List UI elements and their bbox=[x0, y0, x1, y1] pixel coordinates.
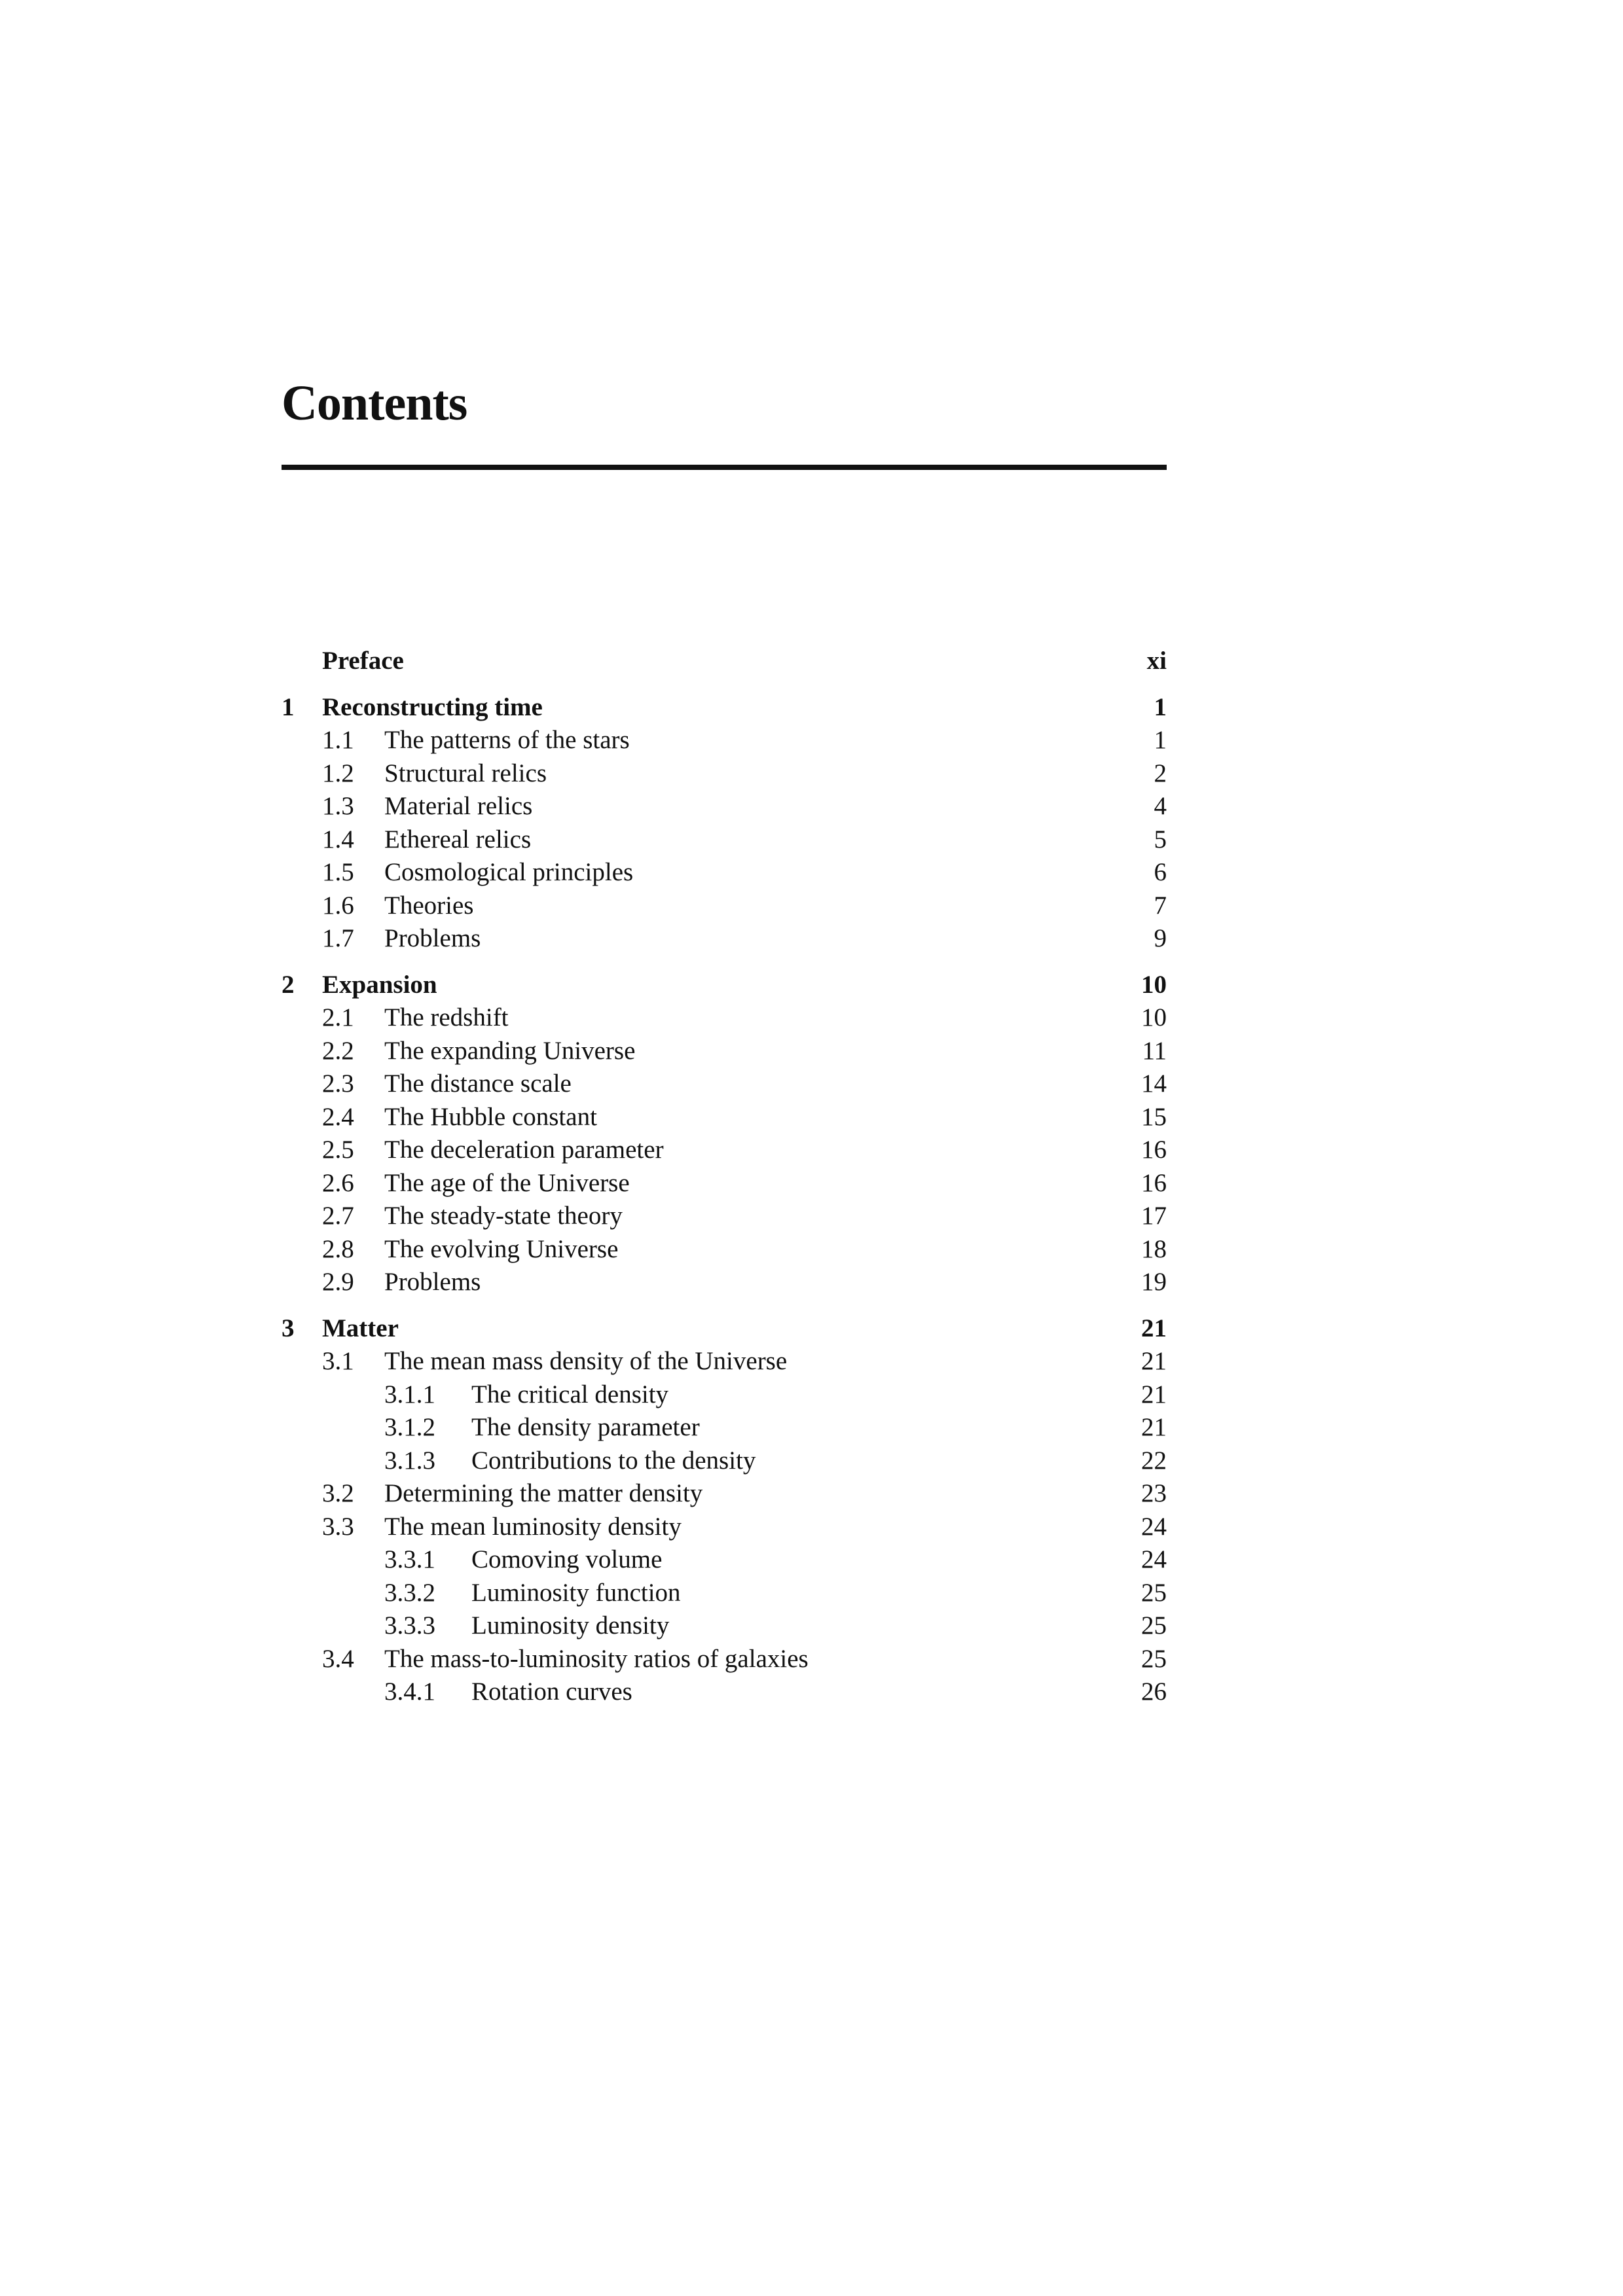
toc-entry-page: 1 bbox=[1154, 692, 1167, 721]
toc-entry-chapter[interactable] bbox=[282, 645, 1167, 678]
toc-entry-section[interactable] bbox=[282, 790, 1167, 823]
toc-entry-number: 3.4 bbox=[322, 1644, 354, 1673]
toc-entry-section[interactable] bbox=[282, 856, 1167, 889]
toc-entry-number: 2.9 bbox=[322, 1268, 354, 1296]
toc-entry-number: 3.4.1 bbox=[384, 1677, 435, 1706]
toc-entry-number: 1.3 bbox=[322, 792, 354, 820]
toc-entry-number: 2.2 bbox=[322, 1036, 354, 1065]
toc-entry-section[interactable] bbox=[282, 1266, 1167, 1299]
toc-entry-page: 7 bbox=[1154, 891, 1167, 920]
toc-entry-number: 2.7 bbox=[322, 1202, 354, 1230]
toc-entry-subsection[interactable] bbox=[282, 1378, 1167, 1412]
toc-entry-title: Luminosity density bbox=[471, 1611, 670, 1640]
toc-entry-page: 15 bbox=[1141, 1102, 1167, 1131]
toc-entry-number: 2.8 bbox=[322, 1234, 354, 1263]
toc-entry-number: 3.1 bbox=[322, 1347, 354, 1375]
toc-entry-page: 26 bbox=[1141, 1677, 1167, 1706]
toc-entry-page: 9 bbox=[1154, 924, 1167, 952]
toc-entry-section[interactable] bbox=[282, 757, 1167, 791]
toc-entry-title: The deceleration parameter bbox=[384, 1136, 664, 1164]
page-title: Contents bbox=[282, 376, 467, 431]
toc-entry-page: 24 bbox=[1141, 1545, 1167, 1573]
toc-entry-page: 24 bbox=[1141, 1512, 1167, 1541]
toc-entry-page: 25 bbox=[1141, 1578, 1167, 1607]
toc-entry-section[interactable] bbox=[282, 1167, 1167, 1200]
toc-entry-section[interactable] bbox=[282, 1511, 1167, 1544]
toc-entry-title: Structural relics bbox=[384, 759, 547, 787]
toc-entry-page: 14 bbox=[1141, 1069, 1167, 1098]
toc-entry-title: Luminosity function bbox=[471, 1578, 681, 1607]
toc-entry-page: 2 bbox=[1154, 759, 1167, 787]
toc-entry-title: Problems bbox=[384, 1268, 481, 1296]
toc-entry-page: 10 bbox=[1141, 1003, 1167, 1031]
toc-entry-title: The mean mass density of the Universe bbox=[384, 1347, 788, 1375]
toc-entry-number: 3.3 bbox=[322, 1512, 354, 1541]
toc-entry-subsection[interactable] bbox=[282, 1411, 1167, 1444]
toc-entry-number: 2.1 bbox=[322, 1003, 354, 1031]
toc-entry-page: 16 bbox=[1141, 1168, 1167, 1197]
toc-entry-title: Theories bbox=[384, 891, 474, 920]
toc-entry-number: 2.3 bbox=[322, 1069, 354, 1098]
title-rule bbox=[282, 465, 1167, 470]
toc-entry-number: 2.5 bbox=[322, 1136, 354, 1164]
toc-entry-section[interactable] bbox=[282, 1233, 1167, 1266]
toc-entry-number: 2 bbox=[282, 970, 295, 999]
toc-entry-title: Rotation curves bbox=[471, 1677, 632, 1706]
toc-entry-title: The mean luminosity density bbox=[384, 1512, 682, 1541]
toc-entry-title: Material relics bbox=[384, 792, 533, 820]
toc-entry-number: 3.3.2 bbox=[384, 1578, 435, 1607]
toc-entry-title: The age of the Universe bbox=[384, 1168, 630, 1197]
toc-entry-number: 1.7 bbox=[322, 924, 354, 952]
toc-entry-number: 1.5 bbox=[322, 858, 354, 886]
toc-entry-subsection[interactable] bbox=[282, 1577, 1167, 1610]
toc-entry-page: 25 bbox=[1141, 1611, 1167, 1640]
toc-entry-number: 1 bbox=[282, 692, 295, 721]
toc-entry-title: The Hubble constant bbox=[384, 1102, 597, 1131]
toc-entry-page: 21 bbox=[1141, 1413, 1167, 1441]
toc-entry-page: 23 bbox=[1141, 1479, 1167, 1507]
toc-entry-section[interactable] bbox=[282, 1035, 1167, 1068]
toc-entry-number: 3.3.3 bbox=[384, 1611, 435, 1640]
table-of-contents bbox=[282, 645, 1167, 1709]
toc-entry-page: 17 bbox=[1141, 1202, 1167, 1230]
toc-entry-page: 10 bbox=[1141, 970, 1167, 999]
toc-entry-title: The expanding Universe bbox=[384, 1036, 636, 1065]
toc-entry-number: 3.3.1 bbox=[384, 1545, 435, 1573]
toc-entry-number: 2.6 bbox=[322, 1168, 354, 1197]
toc-entry-subsection[interactable] bbox=[282, 1543, 1167, 1577]
toc-entry-title: Preface bbox=[322, 647, 404, 675]
toc-entry-title: The critical density bbox=[471, 1380, 669, 1408]
toc-entry-number: 3.1.2 bbox=[384, 1413, 435, 1441]
toc-entry-section[interactable] bbox=[282, 1643, 1167, 1676]
toc-entry-page: 11 bbox=[1142, 1036, 1167, 1065]
toc-entry-page: 21 bbox=[1141, 1314, 1167, 1342]
toc-entry-title: The evolving Universe bbox=[384, 1234, 619, 1263]
toc-entry-title: The steady-state theory bbox=[384, 1202, 623, 1230]
toc-entry-title: Determining the matter density bbox=[384, 1479, 703, 1507]
toc-entry-number: 3.2 bbox=[322, 1479, 354, 1507]
toc-entry-page: 22 bbox=[1141, 1446, 1167, 1475]
toc-entry-section[interactable] bbox=[282, 1067, 1167, 1101]
toc-entry-section[interactable] bbox=[282, 1200, 1167, 1233]
toc-entry-section[interactable] bbox=[282, 889, 1167, 923]
toc-entry-title: The redshift bbox=[384, 1003, 509, 1031]
toc-entry-title: Problems bbox=[384, 924, 481, 952]
toc-entry-page: 5 bbox=[1154, 825, 1167, 853]
toc-entry-page: 18 bbox=[1141, 1234, 1167, 1263]
toc-entry-page: 25 bbox=[1141, 1644, 1167, 1673]
toc-entry-title: Cosmological principles bbox=[384, 858, 634, 886]
toc-entry-number: 1.2 bbox=[322, 759, 354, 787]
toc-entry-page: 19 bbox=[1141, 1268, 1167, 1296]
toc-entry-page: 21 bbox=[1141, 1347, 1167, 1375]
toc-entry-number: 2.4 bbox=[322, 1102, 354, 1131]
toc-entry-title: Comoving volume bbox=[471, 1545, 663, 1573]
toc-entry-section[interactable] bbox=[282, 1101, 1167, 1134]
toc-entry-title: Expansion bbox=[322, 970, 437, 999]
toc-entry-chapter[interactable] bbox=[282, 969, 1167, 1002]
toc-entry-number: 1.4 bbox=[322, 825, 354, 853]
toc-entry-section[interactable] bbox=[282, 724, 1167, 757]
toc-entry-page: 6 bbox=[1154, 858, 1167, 886]
toc-entry-chapter[interactable] bbox=[282, 1312, 1167, 1346]
toc-entry-section[interactable] bbox=[282, 823, 1167, 857]
toc-entry-chapter[interactable] bbox=[282, 691, 1167, 725]
toc-entry-subsection[interactable] bbox=[282, 1676, 1167, 1709]
toc-entry-title: Ethereal relics bbox=[384, 825, 532, 853]
toc-entry-title: The patterns of the stars bbox=[384, 726, 630, 754]
toc-entry-title: Contributions to the density bbox=[471, 1446, 756, 1475]
toc-entry-number: 3.1.1 bbox=[384, 1380, 435, 1408]
toc-entry-section[interactable] bbox=[282, 1134, 1167, 1167]
toc-entry-page: xi bbox=[1146, 647, 1167, 675]
toc-entry-title: The density parameter bbox=[471, 1413, 700, 1441]
toc-entry-number: 3 bbox=[282, 1314, 295, 1342]
toc-entry-section[interactable] bbox=[282, 1477, 1167, 1511]
toc-entry-subsection[interactable] bbox=[282, 1444, 1167, 1478]
toc-entry-section[interactable] bbox=[282, 1345, 1167, 1378]
toc-entry-title: Reconstructing time bbox=[322, 692, 543, 721]
toc-entry-title: Matter bbox=[322, 1314, 399, 1342]
toc-entry-number: 1.6 bbox=[322, 891, 354, 920]
toc-entry-title: The distance scale bbox=[384, 1069, 572, 1098]
toc-entry-page: 4 bbox=[1154, 792, 1167, 820]
toc-entry-page: 1 bbox=[1154, 726, 1167, 754]
toc-entry-title: The mass-to-luminosity ratios of galaxies bbox=[384, 1644, 809, 1673]
toc-entry-section[interactable] bbox=[282, 922, 1167, 956]
toc-entry-number: 3.1.3 bbox=[384, 1446, 435, 1475]
toc-entry-page: 16 bbox=[1141, 1136, 1167, 1164]
toc-entry-number: 1.1 bbox=[322, 726, 354, 754]
toc-entry-section[interactable] bbox=[282, 1001, 1167, 1035]
toc-entry-subsection[interactable] bbox=[282, 1609, 1167, 1643]
toc-entry-page: 21 bbox=[1141, 1380, 1167, 1408]
